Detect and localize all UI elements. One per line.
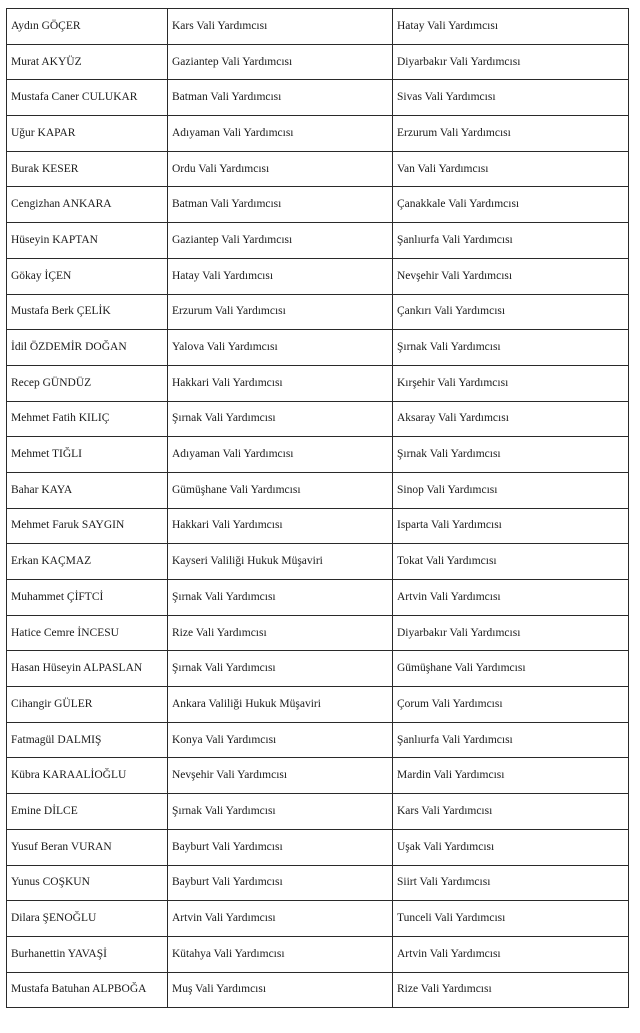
current-post-cell: Hatay Vali Yardımcısı	[168, 258, 393, 294]
current-post-cell: Rize Vali Yardımcısı	[168, 615, 393, 651]
table-row	[7, 294, 629, 330]
current-post-cell: Batman Vali Yardımcısı	[168, 80, 393, 116]
table-row	[7, 865, 629, 901]
person-name-cell: Burak KESER	[7, 151, 168, 187]
new-post-cell: Isparta Vali Yardımcısı	[393, 508, 629, 544]
person-name-cell: Dilara ŞENOĞLU	[7, 901, 168, 937]
table-row	[7, 401, 629, 437]
table-row	[7, 330, 629, 366]
table-row	[7, 651, 629, 687]
new-post-cell: Aksaray Vali Yardımcısı	[393, 401, 629, 437]
person-name-cell: Aydın GÖÇER	[7, 9, 168, 45]
table-row	[7, 187, 629, 223]
current-post-cell: Yalova Vali Yardımcısı	[168, 330, 393, 366]
person-name-cell: Mustafa Batuhan ALPBOĞA	[7, 972, 168, 1008]
new-post-cell: Artvin Vali Yardımcısı	[393, 936, 629, 972]
new-post-cell: Hatay Vali Yardımcısı	[393, 9, 629, 45]
person-name-cell: Hasan Hüseyin ALPASLAN	[7, 651, 168, 687]
table-row	[7, 722, 629, 758]
current-post-cell: Konya Vali Yardımcısı	[168, 722, 393, 758]
person-name-cell: Uğur KAPAR	[7, 116, 168, 152]
new-post-cell: Şanlıurfa Vali Yardımcısı	[393, 722, 629, 758]
current-post-cell: Kars Vali Yardımcısı	[168, 9, 393, 45]
appointment-table-body	[7, 9, 629, 1008]
new-post-cell: Gümüşhane Vali Yardımcısı	[393, 651, 629, 687]
current-post-cell: Hakkari Vali Yardımcısı	[168, 508, 393, 544]
current-post-cell: Nevşehir Vali Yardımcısı	[168, 758, 393, 794]
new-post-cell: Tunceli Vali Yardımcısı	[393, 901, 629, 937]
current-post-cell: Artvin Vali Yardımcısı	[168, 901, 393, 937]
table-row	[7, 258, 629, 294]
current-post-cell: Şırnak Vali Yardımcısı	[168, 401, 393, 437]
person-name-cell: Recep GÜNDÜZ	[7, 365, 168, 401]
current-post-cell: Muş Vali Yardımcısı	[168, 972, 393, 1008]
current-post-cell: Kayseri Valiliği Hukuk Müşaviri	[168, 544, 393, 580]
table-row	[7, 758, 629, 794]
person-name-cell: Muhammet ÇİFTCİ	[7, 580, 168, 616]
new-post-cell: Rize Vali Yardımcısı	[393, 972, 629, 1008]
new-post-cell: Van Vali Yardımcısı	[393, 151, 629, 187]
new-post-cell: Şanlıurfa Vali Yardımcısı	[393, 223, 629, 259]
new-post-cell: Çorum Vali Yardımcısı	[393, 687, 629, 723]
person-name-cell: Cihangir GÜLER	[7, 687, 168, 723]
person-name-cell: Mehmet Faruk SAYGIN	[7, 508, 168, 544]
person-name-cell: İdil ÖZDEMİR DOĞAN	[7, 330, 168, 366]
current-post-cell: Ankara Valiliği Hukuk Müşaviri	[168, 687, 393, 723]
new-post-cell: Artvin Vali Yardımcısı	[393, 580, 629, 616]
new-post-cell: Diyarbakır Vali Yardımcısı	[393, 44, 629, 80]
person-name-cell: Emine DİLCE	[7, 794, 168, 830]
new-post-cell: Erzurum Vali Yardımcısı	[393, 116, 629, 152]
person-name-cell: Burhanettin YAVAŞİ	[7, 936, 168, 972]
new-post-cell: Çankırı Vali Yardımcısı	[393, 294, 629, 330]
table-row	[7, 151, 629, 187]
table-row	[7, 508, 629, 544]
table-row	[7, 365, 629, 401]
table-row	[7, 472, 629, 508]
person-name-cell: Kübra KARAALİOĞLU	[7, 758, 168, 794]
current-post-cell: Ordu Vali Yardımcısı	[168, 151, 393, 187]
current-post-cell: Şırnak Vali Yardımcısı	[168, 794, 393, 830]
person-name-cell: Yunus COŞKUN	[7, 865, 168, 901]
current-post-cell: Gaziantep Vali Yardımcısı	[168, 223, 393, 259]
current-post-cell: Bayburt Vali Yardımcısı	[168, 829, 393, 865]
person-name-cell: Cengizhan ANKARA	[7, 187, 168, 223]
person-name-cell: Fatmagül DALMIŞ	[7, 722, 168, 758]
person-name-cell: Gökay İÇEN	[7, 258, 168, 294]
new-post-cell: Sinop Vali Yardımcısı	[393, 472, 629, 508]
document-page	[6, 8, 628, 1008]
new-post-cell: Diyarbakır Vali Yardımcısı	[393, 615, 629, 651]
current-post-cell: Erzurum Vali Yardımcısı	[168, 294, 393, 330]
table-row	[7, 972, 629, 1008]
new-post-cell: Nevşehir Vali Yardımcısı	[393, 258, 629, 294]
new-post-cell: Kırşehir Vali Yardımcısı	[393, 365, 629, 401]
new-post-cell: Mardin Vali Yardımcısı	[393, 758, 629, 794]
new-post-cell: Şırnak Vali Yardımcısı	[393, 330, 629, 366]
person-name-cell: Mustafa Caner CULUKAR	[7, 80, 168, 116]
table-row	[7, 437, 629, 473]
new-post-cell: Şırnak Vali Yardımcısı	[393, 437, 629, 473]
person-name-cell: Hatice Cemre İNCESU	[7, 615, 168, 651]
table-row	[7, 901, 629, 937]
table-row	[7, 936, 629, 972]
new-post-cell: Tokat Vali Yardımcısı	[393, 544, 629, 580]
person-name-cell: Murat AKYÜZ	[7, 44, 168, 80]
person-name-cell: Erkan KAÇMAZ	[7, 544, 168, 580]
new-post-cell: Uşak Vali Yardımcısı	[393, 829, 629, 865]
appointment-table	[6, 8, 629, 1008]
table-row	[7, 9, 629, 45]
table-row	[7, 580, 629, 616]
current-post-cell: Şırnak Vali Yardımcısı	[168, 651, 393, 687]
person-name-cell: Bahar KAYA	[7, 472, 168, 508]
current-post-cell: Kütahya Vali Yardımcısı	[168, 936, 393, 972]
current-post-cell: Adıyaman Vali Yardımcısı	[168, 116, 393, 152]
current-post-cell: Gaziantep Vali Yardımcısı	[168, 44, 393, 80]
table-row	[7, 829, 629, 865]
table-row	[7, 615, 629, 651]
new-post-cell: Siirt Vali Yardımcısı	[393, 865, 629, 901]
table-row	[7, 116, 629, 152]
current-post-cell: Gümüşhane Vali Yardımcısı	[168, 472, 393, 508]
current-post-cell: Adıyaman Vali Yardımcısı	[168, 437, 393, 473]
new-post-cell: Sivas Vali Yardımcısı	[393, 80, 629, 116]
table-row	[7, 544, 629, 580]
person-name-cell: Hüseyin KAPTAN	[7, 223, 168, 259]
person-name-cell: Mehmet Fatih KILIÇ	[7, 401, 168, 437]
table-row	[7, 80, 629, 116]
current-post-cell: Şırnak Vali Yardımcısı	[168, 580, 393, 616]
table-row	[7, 223, 629, 259]
current-post-cell: Hakkari Vali Yardımcısı	[168, 365, 393, 401]
current-post-cell: Batman Vali Yardımcısı	[168, 187, 393, 223]
new-post-cell: Kars Vali Yardımcısı	[393, 794, 629, 830]
person-name-cell: Yusuf Beran VURAN	[7, 829, 168, 865]
current-post-cell: Bayburt Vali Yardımcısı	[168, 865, 393, 901]
table-row	[7, 44, 629, 80]
table-row	[7, 794, 629, 830]
table-row	[7, 687, 629, 723]
new-post-cell: Çanakkale Vali Yardımcısı	[393, 187, 629, 223]
person-name-cell: Mehmet TIĞLI	[7, 437, 168, 473]
person-name-cell: Mustafa Berk ÇELİK	[7, 294, 168, 330]
